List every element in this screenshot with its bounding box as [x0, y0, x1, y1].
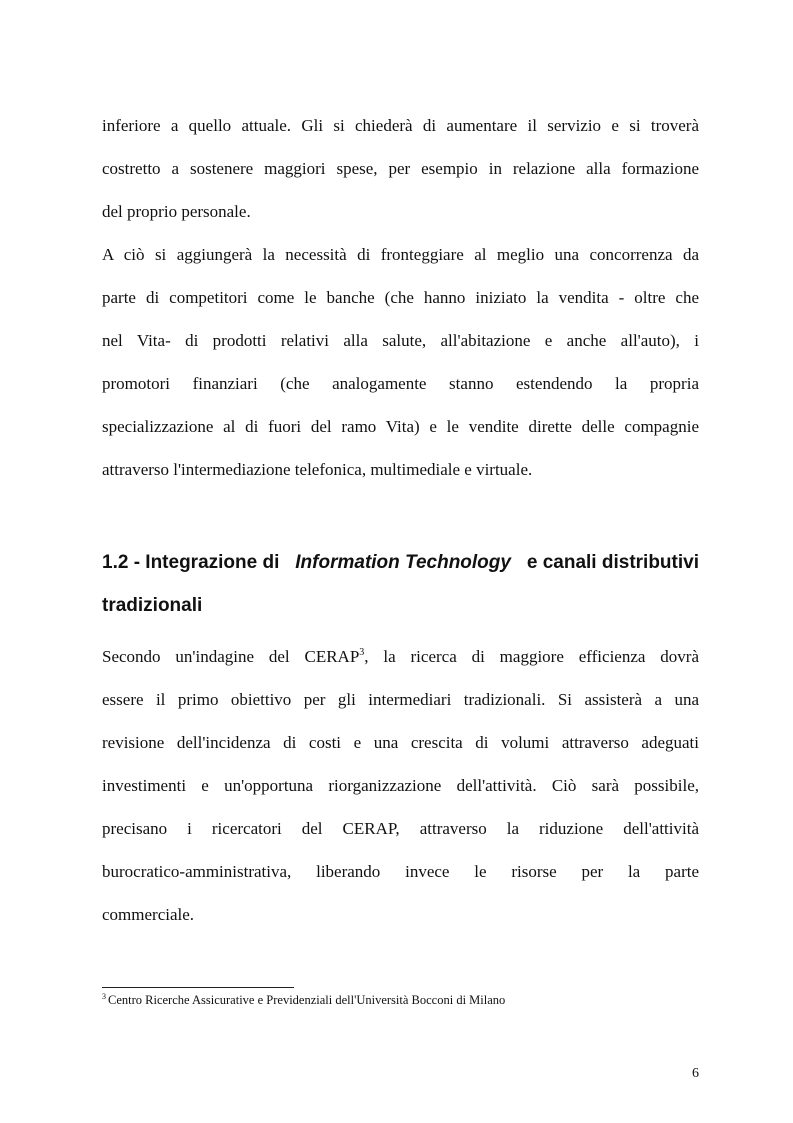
- heading-italic-term: Information Technology: [295, 552, 511, 573]
- paragraph-line-with-ref: [102, 635, 699, 678]
- paragraph-line: promotori finanziari (che analogamente stanno estendendo la propria: [102, 374, 699, 393]
- paragraph-2: [102, 233, 699, 491]
- paragraph-line: attraverso l'intermediazione telefonica, multimediale e virtuale.: [102, 460, 533, 479]
- paragraph-line: burocratico-amministrativa, liberando invece le risorse per la parte: [102, 862, 699, 881]
- paragraph-1: [102, 104, 699, 233]
- paragraph-line: costretto a sostenere maggiori spese, per esempio in relazione alla formazione: [102, 159, 699, 178]
- ref-text-before: Secondo un'indagine del CERAP: [102, 647, 360, 666]
- section-heading-line-1: [102, 541, 699, 584]
- footnote-divider: [102, 987, 294, 988]
- page-number: 6: [692, 1066, 699, 1081]
- paragraph-line: nel Vita- di prodotti relativi alla salute, all'abitazione e anche all'auto), i: [102, 331, 699, 350]
- footnote-reference[interactable]: 3: [359, 647, 365, 658]
- paragraph-line: specializzazione al di fuori del ramo Vita) e le vendite dirette delle compagnie: [102, 417, 699, 436]
- footnote-text: Centro Ricerche Assicurative e Previdenziali dell'Università Bocconi di Milano: [108, 993, 506, 1007]
- paragraph-line: investimenti e un'opportuna riorganizzazione dell'attività. Ciò sarà possibile,: [102, 776, 699, 795]
- paragraph-line: del proprio personale.: [102, 202, 251, 221]
- paragraph-line: commerciale.: [102, 905, 195, 924]
- footnote-mark: 3: [102, 992, 106, 1001]
- paragraph-line: revisione dell'incidenza di costi e una crescita di volumi attraverso adeguati: [102, 733, 699, 752]
- paragraph-line: parte di competitori come le banche (che hanno iniziato la vendita - oltre che: [102, 288, 699, 307]
- paragraph-line: inferiore a quello attuale. Gli si chiederà di aumentare il servizio e si troverà: [102, 116, 699, 135]
- footnote: [102, 992, 505, 1008]
- section-heading-line-2: tradizionali: [102, 595, 203, 616]
- paragraph-3: [102, 635, 699, 936]
- paragraph-line: essere il primo obiettivo per gli intermediari tradizionali. Si assisterà a una: [102, 690, 699, 709]
- paragraph-line: precisano i ricercatori del CERAP, attraverso la riduzione dell'attività: [102, 819, 699, 838]
- heading-suffix: e canali distributivi: [526, 552, 699, 573]
- paragraph-line: A ciò si aggiungerà la necessità di fronteggiare al meglio una concorrenza da: [102, 245, 699, 264]
- ref-text-after: , la ricerca di maggiore efficienza dovrà: [364, 647, 699, 666]
- heading-prefix: 1.2 - Integrazione di: [102, 552, 280, 573]
- section-heading: [102, 541, 699, 627]
